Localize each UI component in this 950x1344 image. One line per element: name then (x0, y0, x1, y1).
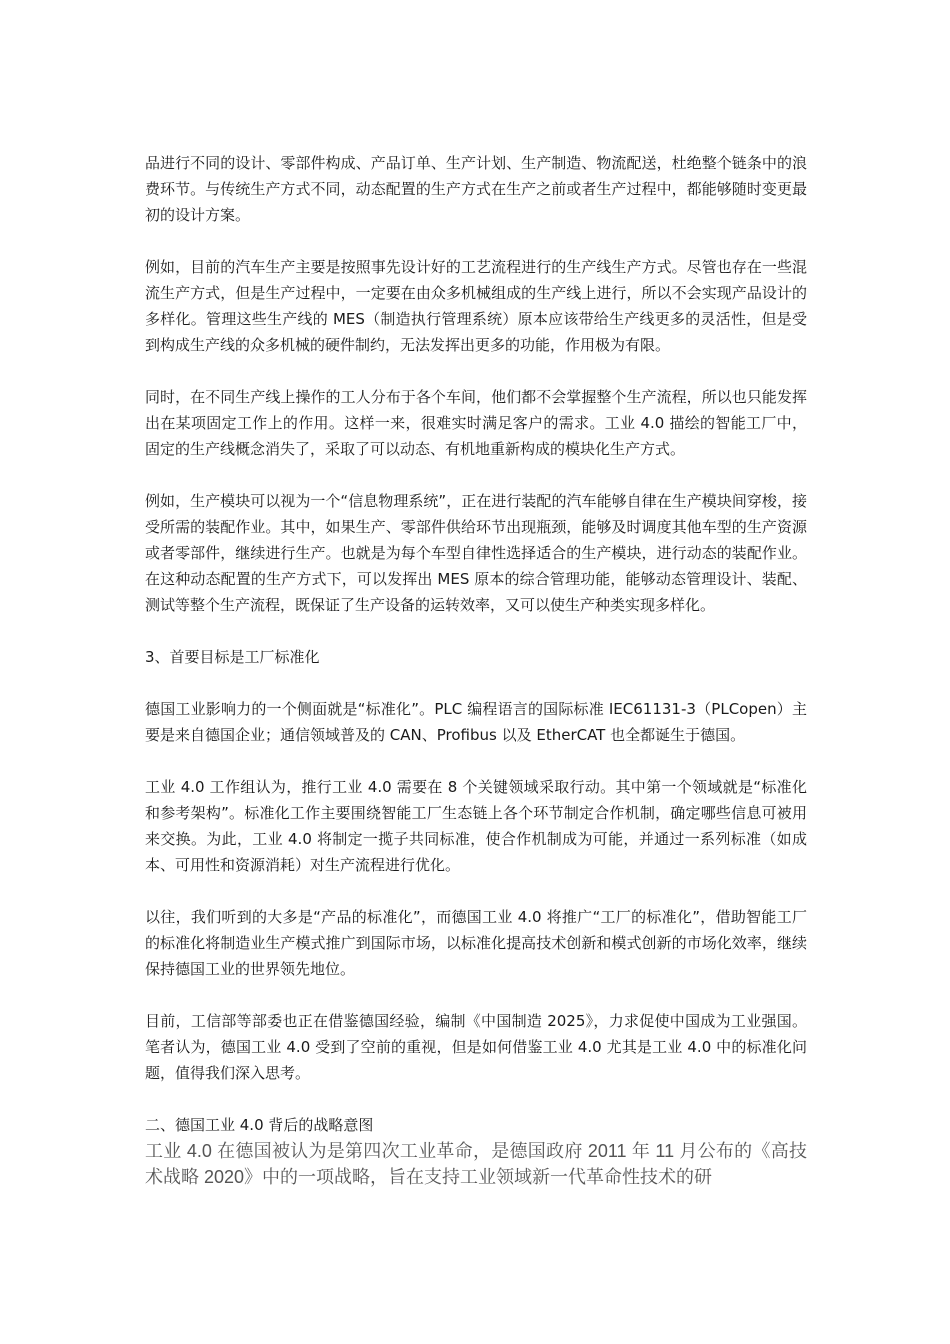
paragraph-eight-key-areas: 工业 4.0 工作组认为，推行工业 4.0 需要在 8 个关键领域采取行动。其中第一个领域就是“标准化和参考架构”。标准化工作主要围绕智能工厂生态链上各个环节制定合作机制，确定哪些信息可被用来交换。为此，工业 4.0 将制定一揽子共同标准，使合作机制成为可能，并通过一系列标准（如成本、可用性和资源消耗）对生产流程进行优化。 (145, 778, 807, 874)
paragraph-modular-production: 同时，在不同生产线上操作的工人分布于各个车间，他们都不会掌握整个生产流程，所以也只能发挥出在某项固定工作上的作用。这样一来，很难实时满足客户的需求。工业 4.0 描绘的智能工厂中，固定的生产线概念消失了，采取了可以动态、有机地重新构成的模块化生产方式。 (145, 388, 807, 458)
paragraph-standardization-influence: 德国工业影响力的一个侧面就是“标准化”。PLC 编程语言的国际标准 IEC61131-3（PLCopen）主要是来自德国企业；通信领域普及的 CAN、Profibus 以及 EtherCAT 也全都诞生于德国。 (145, 700, 807, 744)
paragraph-industry-4-intro: 工业 4.0 在德国被认为是第四次工业革命，是德国政府 2011 年 11 月公布的《高技术战略 2020》中的一项战略，旨在支持工业领域新一代革命性技术的研 (145, 1141, 807, 1187)
paragraph-factory-standardization: 以往，我们听到的大多是“产品的标准化”，而德国工业 4.0 将推广“工厂的标准化”，借助智能工厂的标准化将制造业生产模式推广到国际市场，以标准化提高技术创新和模式创新的市场化效率，继续保持德国工业的世界领先地位。 (145, 908, 807, 978)
document-page (145, 150, 807, 1190)
paragraph-cps-example: 例如，生产模块可以视为一个“信息物理系统”，正在进行装配的汽车能够自律在生产模块间穿梭，接受所需的装配作业。其中，如果生产、零部件供给环节出现瓶颈，能够及时调度其他车型的生产资源或者零部件，继续进行生产。也就是为每个车型自律性选择适合的生产模块，进行动态的装配作业。在这种动态配置的生产方式下，可以发挥出 MES 原本的综合管理功能，能够动态管理设计、装配、测试等整个生产流程，既保证了生产设备的运转效率，又可以使生产种类实现多样化。 (145, 492, 807, 614)
paragraph-made-in-china-2025: 目前，工信部等部委也正在借鉴德国经验，编制《中国制造 2025》，力求促使中国成为工业强国。笔者认为，德国工业 4.0 受到了空前的重视，但是如何借鉴工业 4.0 尤其是工业 4.0 中的标准化问题，值得我们深入思考。 (145, 1012, 807, 1082)
section-2-heading: 二、德国工业 4.0 背后的战略意图 (145, 1116, 374, 1134)
section-3-heading: 3、首要目标是工厂标准化 (145, 648, 320, 666)
paragraph-auto-production-example: 例如，目前的汽车生产主要是按照事先设计好的工艺流程进行的生产线生产方式。尽管也存在一些混流生产方式，但是生产过程中，一定要在由众多机械组成的生产线上进行，所以不会实现产品设计的多样化。管理这些生产线的 MES（制造执行管理系统）原本应该带给生产线更多的灵活性，但是受到构成生产线的众多机械的硬件制约，无法发挥出更多的功能，作用极为有限。 (145, 258, 807, 354)
paragraph-design-flexibility: 品进行不同的设计、零部件构成、产品订单、生产计划、生产制造、物流配送，杜绝整个链条中的浪费环节。与传统生产方式不同，动态配置的生产方式在生产之前或者生产过程中，都能够随时变更最初的设计方案。 (145, 154, 807, 224)
